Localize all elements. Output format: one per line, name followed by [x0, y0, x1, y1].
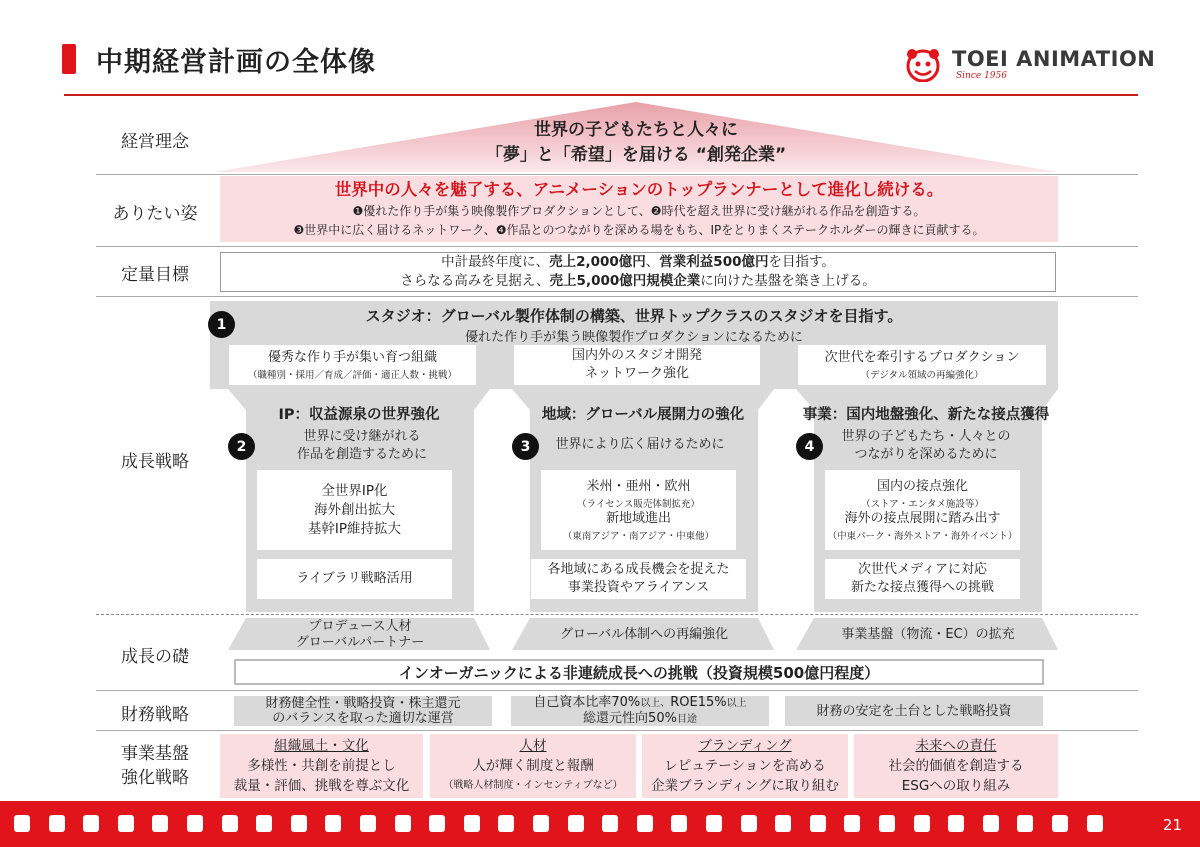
- column-business-intro: [826, 427, 1026, 465]
- film-hole: [256, 815, 272, 832]
- targets-text: に向けた基盤を築き上げる。: [700, 273, 876, 289]
- column-region-heading: 地域：グローバル展開力の強化: [541, 406, 745, 423]
- studio-box-production: [798, 345, 1046, 385]
- film-hole: [1017, 815, 1033, 832]
- finance-payout-line: [583, 711, 697, 727]
- studio-box-organization: [229, 345, 476, 385]
- row-label-vision: ありたい姿: [112, 203, 198, 224]
- row-label-philosophy: 経営理念: [121, 131, 189, 152]
- targets-text: 、: [645, 254, 660, 270]
- sub-item: ライブラリ戦略活用: [296, 571, 413, 586]
- finance-text: 以上: [726, 698, 747, 709]
- finance-text: ROE15%: [670, 695, 727, 710]
- column-ip-heading: IP：収益源泉の世界強化: [278, 406, 440, 423]
- studio-box-text: ネットワーク強化: [584, 366, 689, 381]
- sub-item: 各地域にある成長機会を捉えた: [547, 562, 730, 577]
- film-hole: [14, 815, 30, 832]
- film-hole: [948, 815, 964, 832]
- enterprise-title: ブランディング: [698, 738, 792, 754]
- target-profit: 営業利益500億円: [659, 254, 769, 270]
- enterprise-title: 人材: [519, 738, 547, 754]
- film-hole: [983, 815, 999, 832]
- studio-box-note: （デジタル領域の再編強化）: [860, 370, 984, 381]
- enterprise-culture: [220, 734, 423, 798]
- film-hole: [429, 815, 445, 832]
- finance-col2: [511, 696, 769, 726]
- target-scale: 売上5,000億円規模企業: [549, 273, 701, 289]
- film-hole: [152, 815, 168, 832]
- studio-box-text: 優秀な作り手が集い育つ組織: [267, 350, 437, 365]
- row-label-enterprise: [96, 740, 214, 792]
- target-sales: 売上2,000億円: [549, 254, 646, 270]
- column-region-main-box: [541, 470, 736, 550]
- film-hole: [775, 815, 791, 832]
- enterprise-talent: [430, 734, 636, 798]
- main-note: （中東パーク・海外ストア・海外イベント）: [827, 531, 1018, 542]
- studio-box-network: [514, 345, 760, 385]
- column-ip-main-box: [257, 470, 452, 550]
- column-region-intro: 世界により広く届けるために: [555, 437, 725, 452]
- column-ip-intro: [262, 427, 462, 465]
- sub-item: 次世代メディアに対応: [858, 562, 987, 577]
- main-item: 基幹IP維持拡大: [307, 520, 402, 537]
- page-number: 21: [1162, 816, 1182, 834]
- enterprise-title: 組織風土・文化: [274, 738, 369, 754]
- main-note: （ライセンス販売体制拡充）: [577, 499, 700, 510]
- main-item: 国内の接点強化: [876, 479, 968, 494]
- finance-col1: [234, 696, 492, 726]
- film-hole: [1087, 815, 1103, 832]
- sub-item: 新たな接点獲得への挑戦: [850, 580, 994, 595]
- row-label-enterprise-l2: 強化戦略: [121, 768, 189, 788]
- film-hole: [83, 815, 99, 832]
- finance-text: 総還元性向50%: [583, 711, 677, 726]
- film-hole: [637, 815, 653, 832]
- column-region-sub-box: [531, 559, 746, 599]
- studio-headline: スタジオ：グローバル製作体制の構築、世界トップクラスのスタジオを目指す。: [365, 307, 903, 325]
- finance-col3: 財務の安定を土台とした戦略投資: [785, 696, 1043, 726]
- studio-subtitle: 優れた作り手が集う映像製作プロダクションになるために: [465, 330, 803, 345]
- finance-text: 財務健全性・戦略投資・株主還元: [265, 696, 461, 711]
- intro-text: つながりを深めるために: [854, 447, 998, 462]
- finance-text: のバランスを取った適切な運営: [272, 711, 454, 726]
- main-item: 新地域進出: [605, 511, 671, 526]
- vision-line1: ❶優れた作り手が集う映像製作プロダクションとして、❷時代を超え世界に受け継がれる作品を創造する。: [352, 204, 926, 218]
- row-label-foundation: 成長の礎: [121, 646, 189, 667]
- film-hole: [49, 815, 65, 832]
- logo-since: Since 1956: [956, 71, 1007, 81]
- column-business-main-box: [825, 470, 1020, 550]
- vision-line2: ❸世界中に広く届けるネットワーク、❹作品とのつながりを深める場をもち、IPをとりまくステークホルダーの輝きに貢献する。: [293, 223, 985, 237]
- enterprise-text: 裁量・評価、挑戦を尊ぶ文化: [233, 778, 410, 794]
- film-hole: [222, 815, 238, 832]
- column-business-sub-box: [825, 559, 1020, 599]
- main-item: 全世界IP化: [321, 482, 388, 499]
- column-ip-sub-box: [257, 559, 452, 599]
- enterprise-text: （戦略人材制度・インセンティブなど）: [443, 780, 623, 791]
- row-label-growth: 成長戦略: [121, 451, 189, 472]
- enterprise-text: ESGへの取り組み: [901, 778, 1011, 794]
- sub-item: 事業投資やアライアンス: [567, 580, 710, 595]
- film-hole: [187, 815, 203, 832]
- film-hole: [879, 815, 895, 832]
- film-hole: [395, 815, 411, 832]
- targets-text: さらなる高みを見据え、: [400, 273, 550, 289]
- film-hole: [844, 815, 860, 832]
- finance-text: 自己資本比率70%: [533, 695, 641, 710]
- studio-box-text: 国内外のスタジオ開発: [571, 348, 702, 363]
- inorganic-growth-bar: インオーガニックによる非連続成長への挑戦（投資規模500億円程度）: [234, 659, 1044, 685]
- targets-text: 中計最終年度に、: [441, 254, 550, 270]
- main-item: 海外の接点展開に踏み出す: [844, 511, 1001, 526]
- film-hole: [706, 815, 722, 832]
- film-hole: [671, 815, 687, 832]
- vision-headline: 世界中の人々を魅了する、アニメーションのトップランナーとして進化し続ける。: [334, 180, 944, 199]
- film-hole: [568, 815, 584, 832]
- row-label-enterprise-l1: 事業基盤: [121, 744, 189, 764]
- finance-text: 以上、: [640, 698, 671, 709]
- foundation-text: グローバルパートナー: [295, 635, 425, 650]
- foundation-col1: [246, 618, 474, 652]
- page-title: 中期経営計画の全体像: [96, 47, 376, 78]
- film-hole: [914, 815, 930, 832]
- column-business-heading: 事業：国内地盤強化、新たな接点獲得: [802, 406, 1050, 423]
- film-hole: [810, 815, 826, 832]
- logo-wordmark: TOEI ANIMATION: [952, 47, 1156, 71]
- number-badge-2: 2: [228, 433, 255, 460]
- film-hole: [533, 815, 549, 832]
- film-hole: [602, 815, 618, 832]
- philosophy-line2: 「夢」と「希望」を届ける “創発企業”: [485, 145, 787, 165]
- intro-text: 世界の子どもたち・人々との: [841, 429, 1011, 444]
- foundation-col2: グローバル体制への再編強化: [559, 627, 729, 642]
- finance-text: 目途: [676, 714, 697, 725]
- studio-box-text: 次世代を牽引するプロダクション: [824, 350, 1020, 365]
- studio-box-note: （職種別・採用／育成／評価・適正人数・挑戦）: [247, 370, 457, 381]
- targets-text: を目指す。: [768, 254, 835, 270]
- film-hole: [325, 815, 341, 832]
- number-badge-4: 4: [796, 433, 823, 460]
- film-hole: [498, 815, 514, 832]
- philosophy-line1: 世界の子どもたちと人々に: [534, 120, 738, 140]
- intro-text: 作品を創造するために: [296, 447, 427, 462]
- enterprise-responsibility: [854, 734, 1058, 798]
- film-hole: [464, 815, 480, 832]
- film-hole: [291, 815, 307, 832]
- main-item: 海外創出拡大: [314, 501, 395, 518]
- enterprise-title: 未来への責任: [915, 738, 997, 754]
- enterprise-text: 多様性・共創を前提とし: [247, 758, 396, 774]
- film-hole: [118, 815, 134, 832]
- row-label-finance: 財務戦略: [121, 704, 189, 725]
- main-note: （ストア・エンタメ施設等）: [861, 499, 984, 510]
- number-badge-1: 1: [208, 311, 235, 338]
- foundation-col3: 事業基盤（物流・EC）の拡充: [841, 627, 1015, 642]
- film-hole: [741, 815, 757, 832]
- finance-ratio-line: [533, 695, 746, 711]
- intro-text: 世界に受け継がれる: [303, 429, 421, 444]
- enterprise-branding: [642, 734, 848, 798]
- film-hole: [360, 815, 376, 832]
- enterprise-text: レピュテーションを高める: [664, 758, 826, 774]
- enterprise-text: 企業ブランディングに取り組む: [651, 778, 839, 794]
- enterprise-text: 社会的価値を創造する: [888, 758, 1024, 774]
- main-item: 米州・亜州・欧州: [586, 479, 691, 494]
- film-hole: [1052, 815, 1068, 832]
- row-divider: [96, 730, 1138, 731]
- main-note: （東南アジア・南アジア・中東他）: [562, 531, 715, 542]
- row-label-targets: 定量目標: [121, 264, 189, 285]
- foundation-text: プロデュース人材: [308, 619, 412, 634]
- enterprise-text: 人が輝く制度と報酬: [472, 758, 594, 774]
- number-badge-3: 3: [512, 433, 539, 460]
